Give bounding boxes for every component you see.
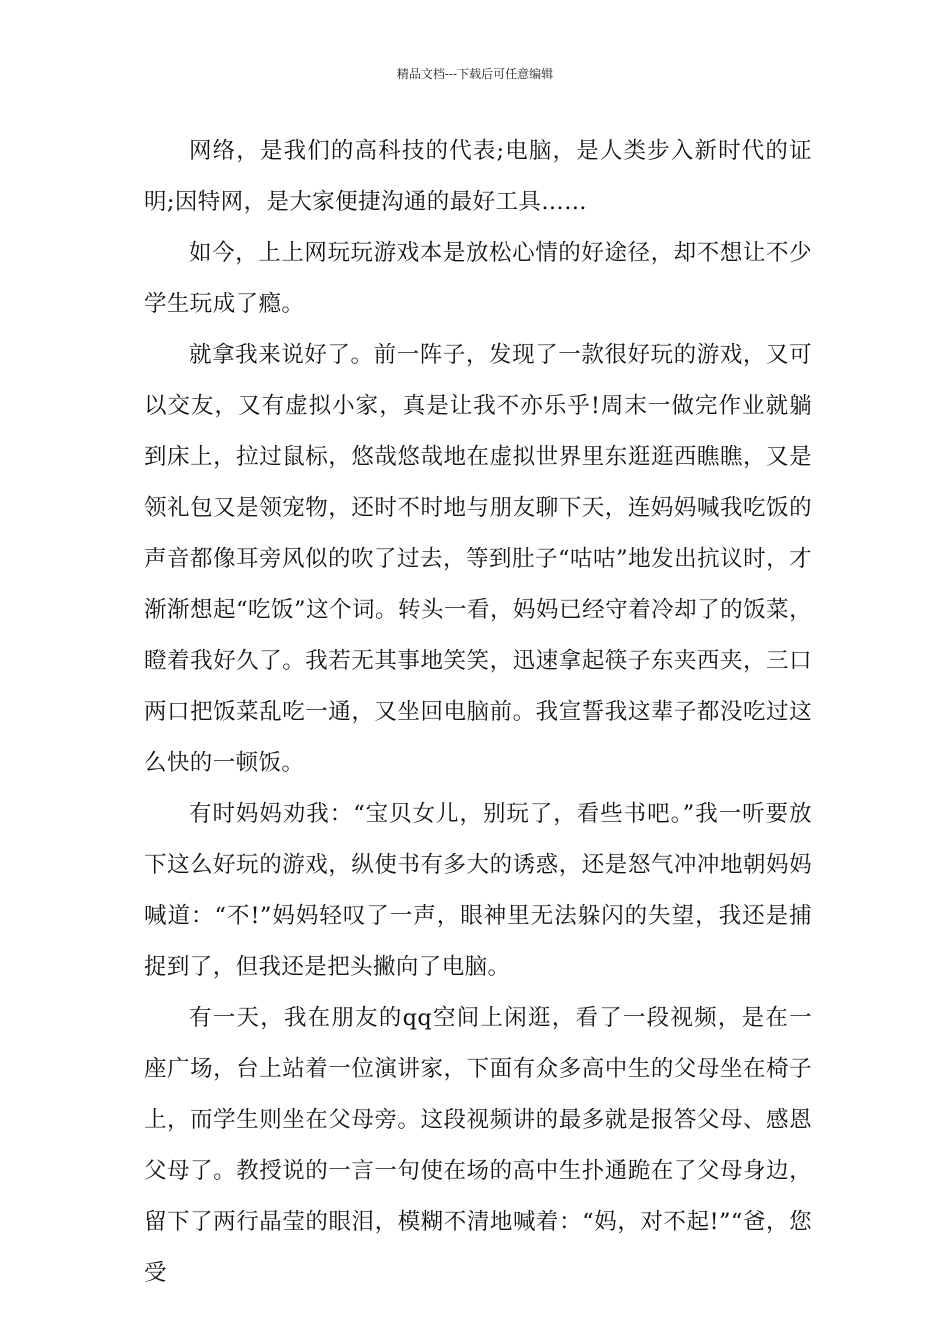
paragraph: 有一天，我在朋友的qq空间上闲逛，看了一段视频，是在一座广场，台上站着一位演讲家，下面有众多高中生的父母坐在椅子上，而学生则坐在父母旁。这段视频讲的最多就是报答父母、感恩父母了。教授说的一言一句使在场的高中生扑通跪在了父母身边，留下了两行晶莹的眼泪，模糊不清地喊着：“妈，对不起!”“爸，您受 — [144, 1005, 812, 1286]
paragraph: 有时妈妈劝我：“宝贝女儿，别玩了，看些书吧。”我一听要放下这么好玩的游戏，纵使书有多大的诱惑，还是怒气冲冲地朝妈妈喊道：“不!”妈妈轻叹了一声，眼神里无法躲闪的失望，我还是捕捉到了，但我还是把头撇向了电脑。 — [144, 801, 812, 980]
paragraph: 就拿我来说好了。前一阵子，发现了一款很好玩的游戏，又可以交友，又有虚拟小家，真是让我不亦乐乎!周末一做完作业就躺到床上，拉过鼠标，悠哉悠哉地在虚拟世界里东逛逛西瞧瞧，又是领礼包又是领宠物，还时不时地与朋友聊下天，连妈妈喊我吃饭的声音都像耳旁风似的吹了过去，等到肚子“咕咕”地发出抗议时，才渐渐想起“吃饭”这个词。转头一看，妈妈已经守着冷却了的饭菜，瞪着我好久了。我若无其事地笑笑，迅速拿起筷子东夹西夹，三口两口把饭菜乱吃一通，又坐回电脑前。我宣誓我这辈子都没吃过这么快的一顿饭。 — [144, 342, 812, 776]
document-body — [144, 126, 812, 1299]
paragraph: 网络，是我们的高科技的代表;电脑，是人类步入新时代的证明;因特网，是大家便捷沟通的最好工具…… — [144, 138, 812, 215]
paragraph: 如今，上上网玩玩游戏本是放松心情的好途径，却不想让不少学生玩成了瘾。 — [144, 240, 812, 317]
page-header: 精品文档---下载后可任意编辑 — [396, 67, 554, 81]
